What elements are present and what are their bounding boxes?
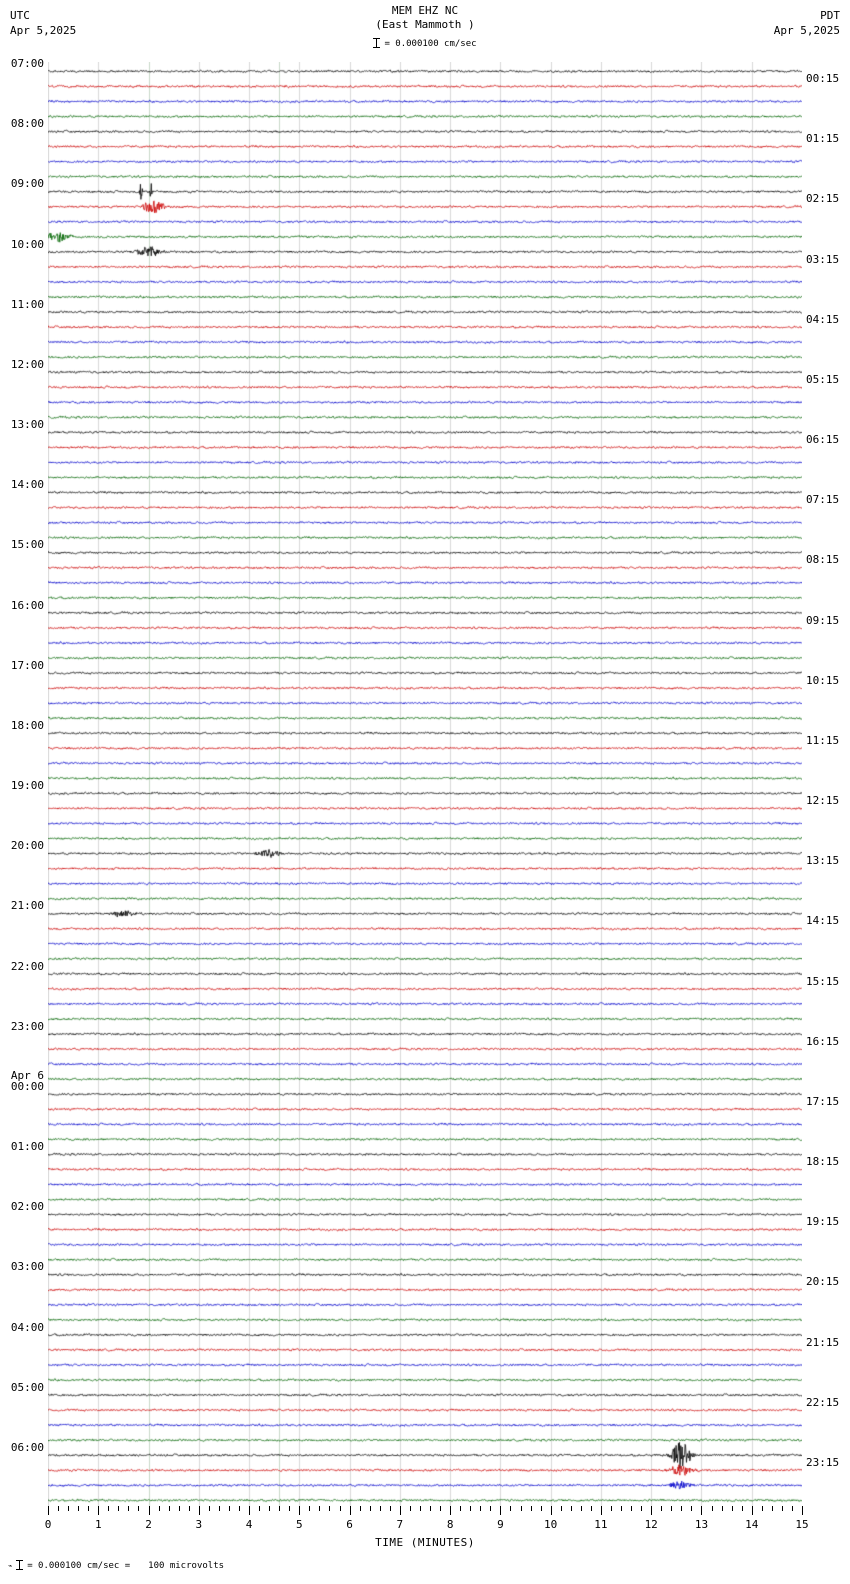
x-tick-minor	[219, 1506, 220, 1511]
x-tick-minor	[269, 1506, 270, 1511]
left-time-label: 16:00	[10, 598, 44, 612]
x-tick-minor	[561, 1506, 562, 1511]
left-time-label: 20:00	[10, 839, 44, 853]
station-name: (East Mammoth )	[375, 18, 475, 31]
x-tick-minor	[480, 1506, 481, 1511]
right-time-label: 17:15	[806, 1094, 840, 1108]
left-time-label: 04:00	[10, 1320, 44, 1334]
left-time-label: 00:00	[10, 1079, 44, 1093]
left-time-label: 01:00	[10, 1140, 44, 1153]
chart-header	[0, 0, 850, 58]
x-tick-label: 5	[296, 1518, 303, 1531]
right-time-label: 00:15	[806, 72, 840, 86]
x-tick-minor	[571, 1506, 572, 1511]
x-tick-label: 13	[694, 1518, 709, 1531]
x-tick-minor	[531, 1506, 532, 1511]
helicorder-plot	[48, 62, 802, 1506]
x-tick-minor	[88, 1506, 89, 1511]
x-tick-label: 8	[446, 1518, 454, 1531]
right-time-label: 05:15	[806, 372, 840, 386]
x-tick-minor	[782, 1506, 783, 1511]
x-tick-minor	[68, 1506, 69, 1511]
scale-legend-text: = 0.000100 cm/sec	[384, 39, 477, 49]
x-tick-major	[450, 1506, 451, 1515]
x-tick-label: 14	[745, 1518, 759, 1531]
scale-bar-icon	[373, 38, 380, 48]
x-tick-major	[752, 1506, 753, 1515]
x-tick-minor	[239, 1506, 240, 1511]
x-tick-minor	[380, 1506, 381, 1511]
x-tick-minor	[641, 1506, 642, 1511]
left-time-label: 09:00	[10, 177, 44, 191]
left-time-label: 12:00	[10, 357, 44, 371]
x-tick-minor	[169, 1506, 170, 1511]
x-tick-minor	[319, 1506, 320, 1511]
left-time-label: 14:00	[10, 478, 44, 492]
left-time-label: 06:00	[10, 1440, 44, 1454]
x-tick-minor	[762, 1506, 763, 1511]
x-tick-minor	[792, 1506, 793, 1511]
x-tick-major	[350, 1506, 351, 1515]
x-tick-label: 15	[795, 1518, 809, 1531]
x-axis-ticks	[48, 1506, 802, 1520]
left-time-label: 15:00	[10, 538, 44, 552]
x-tick-minor	[510, 1506, 511, 1511]
left-time-label: 10:00	[10, 237, 44, 251]
x-tick-label: 3	[195, 1518, 203, 1531]
x-tick-minor	[661, 1506, 662, 1511]
x-tick-major	[802, 1506, 803, 1515]
left-time-label: 11:00	[10, 297, 44, 311]
right-time-label: 02:15	[806, 192, 840, 206]
x-tick-minor	[159, 1506, 160, 1511]
x-tick-minor	[360, 1506, 361, 1511]
x-tick-minor	[118, 1506, 119, 1511]
right-time-label: 22:15	[806, 1395, 840, 1409]
right-time-label: 08:15	[806, 553, 840, 567]
right-time-label: 21:15	[806, 1335, 840, 1349]
x-tick-major	[400, 1506, 401, 1515]
right-time-label: 03:15	[806, 252, 840, 266]
right-time-label: 23:15	[806, 1455, 840, 1469]
left-date-label: Apr 5,2025	[10, 24, 77, 37]
x-tick-label: 12	[644, 1518, 658, 1531]
footer-scale-bar-icon	[16, 1560, 23, 1570]
right-time-label: 06:15	[806, 433, 840, 447]
left-time-label: 22:00	[10, 959, 44, 973]
right-time-label: 07:15	[806, 493, 840, 507]
left-timezone-label: UTC	[10, 9, 30, 22]
x-tick-major	[149, 1506, 150, 1515]
right-time-label: 09:15	[806, 613, 840, 627]
footer-text-b: 100 microvolts	[148, 1561, 225, 1571]
footer-wave-icon: ⌁	[8, 1562, 13, 1570]
x-tick-minor	[329, 1506, 330, 1511]
x-tick-label: 11	[594, 1518, 608, 1531]
x-tick-minor	[490, 1506, 491, 1511]
x-tick-minor	[671, 1506, 672, 1511]
x-tick-major	[551, 1506, 552, 1515]
right-time-label: 01:15	[806, 132, 840, 146]
footer-text-a: = 0.000100 cm/sec =	[27, 1561, 131, 1571]
x-tick-minor	[521, 1506, 522, 1511]
left-time-label: 05:00	[10, 1380, 44, 1394]
right-date-label: Apr 5,2025	[773, 24, 840, 37]
right-time-label: 13:15	[806, 854, 840, 868]
x-tick-minor	[712, 1506, 713, 1511]
seismogram-canvas	[48, 62, 802, 1506]
x-tick-minor	[691, 1506, 692, 1511]
x-tick-minor	[229, 1506, 230, 1511]
x-tick-minor	[58, 1506, 59, 1511]
header-right-timezone-block	[774, 8, 840, 38]
x-tick-major	[701, 1506, 702, 1515]
x-tick-label: 10	[544, 1518, 558, 1531]
right-time-label: 18:15	[806, 1155, 840, 1169]
x-tick-label: 0	[44, 1518, 52, 1531]
x-tick-minor	[591, 1506, 592, 1511]
x-tick-minor	[722, 1506, 723, 1511]
right-time-label: 14:15	[806, 914, 840, 928]
x-tick-major	[601, 1506, 602, 1515]
x-tick-minor	[179, 1506, 180, 1511]
left-time-label: 07:00	[10, 57, 44, 70]
x-tick-minor	[259, 1506, 260, 1511]
left-time-label: 19:00	[10, 779, 44, 792]
right-time-label: 16:15	[806, 1034, 840, 1048]
x-tick-minor	[621, 1506, 622, 1511]
x-tick-label: 7	[396, 1518, 404, 1531]
x-axis-title: TIME (MINUTES)	[375, 1536, 475, 1549]
x-tick-minor	[128, 1506, 129, 1511]
x-tick-minor	[390, 1506, 391, 1511]
x-tick-minor	[681, 1506, 682, 1511]
x-tick-minor	[289, 1506, 290, 1511]
header-title-block	[0, 4, 850, 32]
x-tick-minor	[340, 1506, 341, 1511]
left-time-label: 17:00	[10, 658, 44, 672]
right-time-label: 12:15	[806, 794, 840, 808]
left-time-label: 18:00	[10, 718, 44, 732]
x-tick-minor	[138, 1506, 139, 1511]
left-time-label: 21:00	[10, 899, 44, 913]
right-time-label: 19:15	[806, 1215, 840, 1229]
x-tick-major	[48, 1506, 49, 1515]
x-tick-minor	[732, 1506, 733, 1511]
x-tick-minor	[541, 1506, 542, 1511]
left-time-label: 02:00	[10, 1200, 44, 1214]
x-tick-minor	[108, 1506, 109, 1511]
x-tick-major	[651, 1506, 652, 1515]
x-tick-minor	[430, 1506, 431, 1511]
x-tick-minor	[370, 1506, 371, 1511]
station-code: MEM EHZ NC	[391, 4, 459, 17]
x-tick-minor	[78, 1506, 79, 1511]
right-time-label: 15:15	[806, 974, 840, 988]
x-tick-major	[199, 1506, 200, 1515]
x-tick-major	[98, 1506, 99, 1515]
x-tick-minor	[611, 1506, 612, 1511]
left-time-label: 08:00	[10, 117, 44, 131]
x-tick-minor	[189, 1506, 190, 1511]
x-tick-major	[299, 1506, 300, 1515]
x-tick-major	[249, 1506, 250, 1515]
x-tick-minor	[581, 1506, 582, 1511]
x-tick-minor	[470, 1506, 471, 1511]
x-tick-minor	[279, 1506, 280, 1511]
x-tick-label: 4	[245, 1518, 253, 1531]
x-tick-minor	[309, 1506, 310, 1511]
x-tick-label: 2	[145, 1518, 152, 1531]
right-timezone-label: PDT	[820, 9, 840, 22]
x-tick-label: 9	[497, 1518, 504, 1531]
x-tick-minor	[772, 1506, 773, 1511]
left-time-label: Apr 6	[10, 1068, 44, 1082]
left-time-label: 23:00	[10, 1019, 44, 1033]
right-time-label: 04:15	[806, 312, 840, 326]
x-tick-minor	[410, 1506, 411, 1511]
right-time-label: 20:15	[806, 1275, 840, 1289]
right-time-label: 10:15	[806, 673, 840, 687]
x-tick-minor	[631, 1506, 632, 1511]
x-tick-minor	[742, 1506, 743, 1511]
x-tick-label: 1	[94, 1518, 102, 1531]
x-tick-minor	[440, 1506, 441, 1511]
left-time-label: 13:00	[10, 418, 44, 431]
scale-legend	[0, 38, 850, 49]
x-tick-label: 6	[346, 1518, 353, 1531]
x-tick-minor	[420, 1506, 421, 1511]
right-time-label: 11:15	[806, 733, 840, 747]
x-tick-minor	[460, 1506, 461, 1511]
left-time-label: 03:00	[10, 1260, 44, 1274]
x-tick-major	[500, 1506, 501, 1515]
footer-scale-note	[8, 1560, 224, 1571]
x-tick-minor	[209, 1506, 210, 1511]
